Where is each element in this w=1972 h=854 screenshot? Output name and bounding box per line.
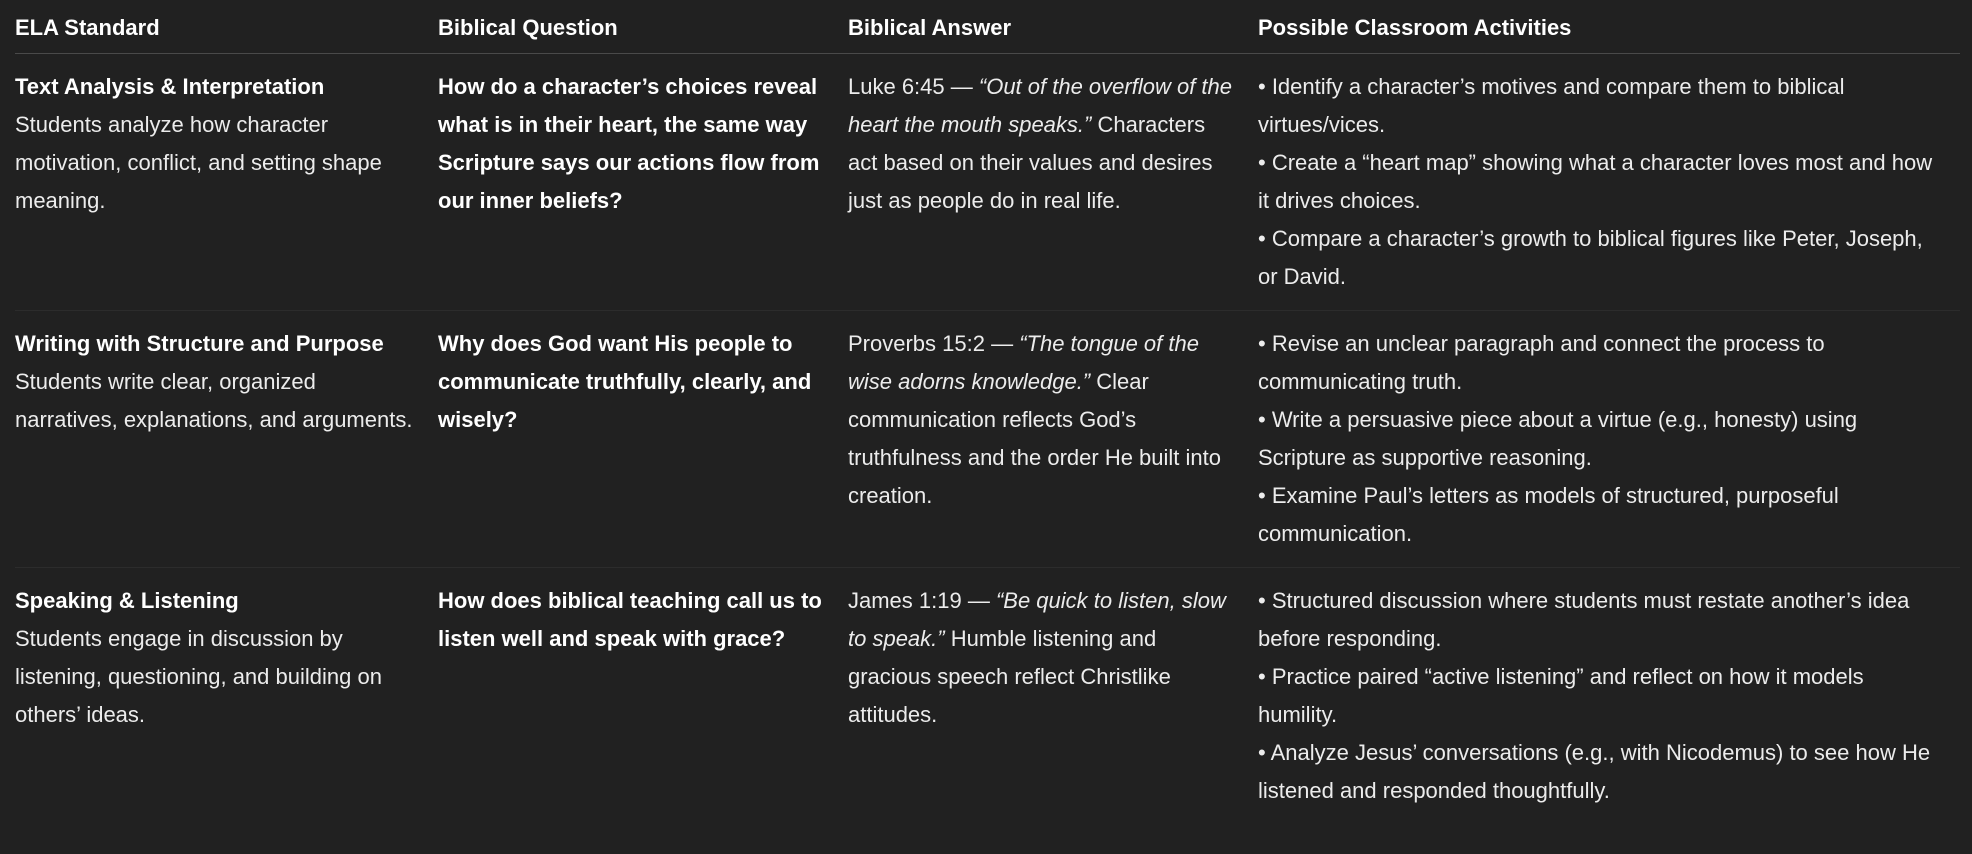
biblical-question: How do a character’s choices reveal what is in their heart, the same way Scripture says our actions flow from our inner beliefs? xyxy=(438,74,820,213)
activity-item: • Analyze Jesus’ conversations (e.g., with Nicodemus) to see how He listened and responded thoughtfully. xyxy=(1258,740,1931,803)
table-header-row xyxy=(15,0,1960,54)
biblical-question: Why does God want His people to communicate truthfully, clearly, and wisely? xyxy=(438,331,812,432)
biblical-question: How does biblical teaching call us to listen well and speak with grace? xyxy=(438,588,822,651)
biblical-question-cell xyxy=(438,568,848,825)
biblical-question-cell xyxy=(438,311,848,568)
classroom-activities-cell xyxy=(1258,311,1960,568)
classroom-activities-cell xyxy=(1258,54,1960,311)
activity-item: • Identify a character’s motives and compare them to biblical virtues/vices. xyxy=(1258,74,1845,137)
standard-description: Students analyze how character motivation, conflict, and setting shape meaning. xyxy=(15,112,382,213)
biblical-question-cell xyxy=(438,54,848,311)
biblical-answer-cell xyxy=(848,54,1258,311)
scripture-reference: James 1:19 — xyxy=(848,588,996,613)
standard-title: Writing with Structure and Purpose xyxy=(15,331,384,356)
activity-item: • Revise an unclear paragraph and connect the process to communicating truth. xyxy=(1258,331,1825,394)
activity-item: • Create a “heart map” showing what a character loves most and how it drives choices. xyxy=(1258,150,1933,213)
standard-title: Speaking & Listening xyxy=(15,588,239,613)
activity-item: • Examine Paul’s letters as models of structured, purposeful communication. xyxy=(1258,483,1839,546)
header-classroom-activities: Possible Classroom Activities xyxy=(1258,0,1960,54)
table-row xyxy=(15,568,1960,825)
standard-title: Text Analysis & Interpretation xyxy=(15,74,325,99)
standard-description: Students engage in discussion by listening, questioning, and building on others’ ideas. xyxy=(15,626,382,727)
standards-table-container xyxy=(15,0,1960,824)
header-biblical-answer: Biblical Answer xyxy=(848,0,1258,54)
scripture-reference: Luke 6:45 — xyxy=(848,74,979,99)
biblical-answer-cell xyxy=(848,568,1258,825)
ela-standard-cell xyxy=(15,568,438,825)
standards-table xyxy=(15,0,1960,824)
answer-explanation: Humble listening and gracious speech reflect Christlike attitudes. xyxy=(848,626,1171,727)
ela-standard-cell xyxy=(15,311,438,568)
classroom-activities-cell xyxy=(1258,568,1960,825)
header-ela-standard: ELA Standard xyxy=(15,0,438,54)
scripture-quote: “Be quick to listen, slow to speak.” xyxy=(848,588,1226,651)
standard-description: Students write clear, organized narratives, explanations, and arguments. xyxy=(15,369,413,432)
answer-explanation: Clear communication reflects God’s truthfulness and the order He built into creation. xyxy=(848,369,1222,508)
scripture-reference: Proverbs 15:2 — xyxy=(848,331,1020,356)
activity-item: • Practice paired “active listening” and reflect on how it models humility. xyxy=(1258,664,1864,727)
ela-standard-cell xyxy=(15,54,438,311)
header-biblical-question: Biblical Question xyxy=(438,0,848,54)
answer-explanation: Characters act based on their values and desires just as people do in real life. xyxy=(848,112,1213,213)
table-row xyxy=(15,54,1960,311)
table-row xyxy=(15,311,1960,568)
biblical-answer-cell xyxy=(848,311,1258,568)
activity-item: • Compare a character’s growth to biblical figures like Peter, Joseph, or David. xyxy=(1258,226,1923,289)
activity-item: • Structured discussion where students must restate another’s idea before responding. xyxy=(1258,588,1910,651)
activity-item: • Write a persuasive piece about a virtue (e.g., honesty) using Scripture as supportive reasoning. xyxy=(1258,407,1858,470)
scripture-quote: “Out of the overflow of the heart the mouth speaks.” xyxy=(848,74,1233,137)
scripture-quote: “The tongue of the wise adorns knowledge.” xyxy=(848,331,1199,394)
